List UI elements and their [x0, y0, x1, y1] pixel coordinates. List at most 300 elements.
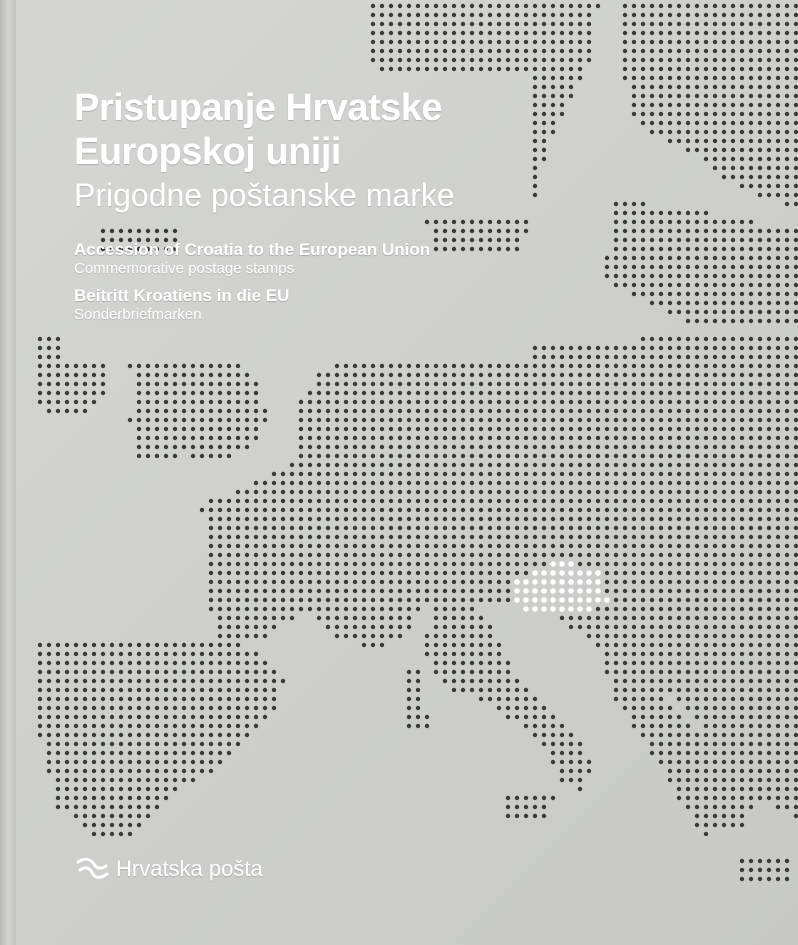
- map-dot: [533, 445, 537, 449]
- map-dot: [524, 40, 528, 44]
- map-dot: [524, 49, 528, 53]
- map-dot: [83, 760, 87, 764]
- map-dot: [173, 454, 177, 458]
- map-dot: [731, 823, 735, 827]
- map-dot: [551, 463, 555, 467]
- map-dot: [326, 616, 330, 620]
- map-dot: [83, 823, 87, 827]
- map-dot: [776, 571, 780, 575]
- map-dot: [209, 742, 213, 746]
- map-dot: [740, 607, 744, 611]
- map-dot: [551, 481, 555, 485]
- map-dot: [524, 382, 528, 386]
- map-dot: [227, 589, 231, 593]
- map-dot: [227, 400, 231, 404]
- map-dot: [56, 670, 60, 674]
- map-dot: [731, 13, 735, 17]
- map-dot: [668, 76, 672, 80]
- map-dot: [677, 652, 681, 656]
- map-dot: [614, 463, 618, 467]
- map-dot: [776, 139, 780, 143]
- map-dot: [713, 103, 717, 107]
- map-dot: [227, 508, 231, 512]
- map-dot: [398, 40, 402, 44]
- map-dot: [650, 751, 654, 755]
- map-dot: [263, 409, 267, 413]
- map-dot: [209, 508, 213, 512]
- map-dot: [749, 157, 753, 161]
- map-dot: [587, 13, 591, 17]
- map-dot: [452, 409, 456, 413]
- map-dot: [353, 427, 357, 431]
- map-dot: [281, 580, 285, 584]
- map-dot: [506, 382, 510, 386]
- map-dot: [740, 373, 744, 377]
- map-dot: [101, 760, 105, 764]
- map-dot: [686, 625, 690, 629]
- map-dot: [794, 301, 798, 305]
- map-dot: [713, 157, 717, 161]
- map-dot: [407, 391, 411, 395]
- map-dot: [416, 400, 420, 404]
- map-dot: [551, 76, 555, 80]
- map-dot: [182, 706, 186, 710]
- map-dot: [524, 571, 528, 575]
- map-dot: [56, 355, 60, 359]
- map-dot: [668, 409, 672, 413]
- map-dot: [614, 643, 618, 647]
- map-dot: [164, 697, 168, 701]
- map-dot: [776, 733, 780, 737]
- map-dot: [686, 670, 690, 674]
- map-dot: [641, 445, 645, 449]
- map-dot: [155, 769, 159, 773]
- map-dot: [695, 616, 699, 620]
- map-dot: [317, 472, 321, 476]
- map-dot: [686, 805, 690, 809]
- map-dot: [425, 499, 429, 503]
- map-dot: [704, 31, 708, 35]
- map-dot: [497, 544, 501, 548]
- map-dot: [398, 22, 402, 26]
- map-dot: [533, 364, 537, 368]
- map-dot: [641, 517, 645, 521]
- map-dot: [758, 643, 762, 647]
- map-dot: [740, 490, 744, 494]
- map-dot: [209, 589, 213, 593]
- map-dot: [452, 499, 456, 503]
- map-dot: [56, 400, 60, 404]
- map-dot: [533, 382, 537, 386]
- map-dot: [713, 526, 717, 530]
- map-dot: [560, 724, 564, 728]
- map-dot: [650, 580, 654, 584]
- map-dot: [758, 373, 762, 377]
- map-dot: [731, 166, 735, 170]
- map-dot: [515, 706, 519, 710]
- map-dot: [407, 679, 411, 683]
- map-dot: [776, 517, 780, 521]
- map-dot: [110, 769, 114, 773]
- map-dot: [398, 571, 402, 575]
- map-dot: [110, 733, 114, 737]
- map-dot: [425, 544, 429, 548]
- map-dot: [695, 148, 699, 152]
- map-dot: [434, 400, 438, 404]
- map-dot: [659, 670, 663, 674]
- map-dot: [650, 490, 654, 494]
- map-dot: [425, 436, 429, 440]
- map-dot: [668, 121, 672, 125]
- map-dot: [758, 724, 762, 728]
- map-dot: [641, 472, 645, 476]
- map-dot: [713, 400, 717, 404]
- map-dot: [650, 625, 654, 629]
- map-dot: [587, 517, 591, 521]
- map-dot: [758, 157, 762, 161]
- map-dot: [218, 418, 222, 422]
- map-dot: [641, 67, 645, 71]
- map-dot: [551, 742, 555, 746]
- map-dot: [407, 562, 411, 566]
- map-dot: [119, 832, 123, 836]
- map-dot: [209, 571, 213, 575]
- map-dot: [398, 535, 402, 539]
- map-dot: [623, 652, 627, 656]
- map-dot: [452, 391, 456, 395]
- map-dot: [713, 463, 717, 467]
- map-dot: [200, 661, 204, 665]
- map-dot: [632, 274, 636, 278]
- map-dot: [110, 670, 114, 674]
- map-dot: [794, 562, 798, 566]
- map-dot: [785, 265, 789, 269]
- map-dot: [290, 490, 294, 494]
- map-dot: [542, 22, 546, 26]
- map-dot: [434, 22, 438, 26]
- map-dot: [470, 607, 474, 611]
- map-dot: [623, 517, 627, 521]
- map-dot: [614, 526, 618, 530]
- map-dot: [605, 355, 609, 359]
- map-dot: [461, 454, 465, 458]
- map-dot: [470, 544, 474, 548]
- map-dot: [308, 598, 312, 602]
- map-dot: [407, 526, 411, 530]
- map-dot: [218, 670, 222, 674]
- map-dot: [704, 238, 708, 242]
- map-dot: [74, 796, 78, 800]
- map-dot: [209, 652, 213, 656]
- map-dot: [281, 562, 285, 566]
- map-dot: [758, 490, 762, 494]
- map-dot: [632, 427, 636, 431]
- map-dot: [758, 787, 762, 791]
- map-dot: [164, 661, 168, 665]
- map-dot: [623, 526, 627, 530]
- map-dot: [254, 724, 258, 728]
- map-dot: [416, 445, 420, 449]
- map-dot: [722, 139, 726, 143]
- map-dot: [218, 571, 222, 575]
- map-dot: [362, 643, 366, 647]
- map-dot: [659, 391, 663, 395]
- map-dot: [776, 607, 780, 611]
- map-dot: [290, 499, 294, 503]
- map-dot: [137, 805, 141, 809]
- map-dot: [695, 445, 699, 449]
- map-dot: [110, 715, 114, 719]
- map-dot: [146, 364, 150, 368]
- map-dot: [254, 436, 258, 440]
- map-dot: [524, 364, 528, 368]
- map-dot: [389, 544, 393, 548]
- map-dot: [659, 715, 663, 719]
- map-dot: [686, 490, 690, 494]
- map-dot: [695, 499, 699, 503]
- map-dot: [425, 634, 429, 638]
- map-dot: [704, 274, 708, 278]
- map-dot: [299, 571, 303, 575]
- map-dot: [47, 661, 51, 665]
- map-dot: [749, 373, 753, 377]
- map-dot: [668, 562, 672, 566]
- map-dot: [749, 382, 753, 386]
- map-dot: [155, 418, 159, 422]
- map-dot: [740, 166, 744, 170]
- map-dot: [794, 445, 798, 449]
- map-dot: [776, 94, 780, 98]
- map-dot: [551, 49, 555, 53]
- map-dot: [452, 490, 456, 494]
- map-dot: [524, 67, 528, 71]
- map-dot: [479, 598, 483, 602]
- map-dot: [668, 607, 672, 611]
- map-dot: [722, 274, 726, 278]
- map-dot: [641, 652, 645, 656]
- map-dot: [515, 391, 519, 395]
- map-dot: [236, 652, 240, 656]
- map-dot: [587, 499, 591, 503]
- map-dot: [200, 706, 204, 710]
- map-dot: [560, 751, 564, 755]
- map-dot: [641, 670, 645, 674]
- map-dot: [461, 544, 465, 548]
- map-dot: [659, 265, 663, 269]
- map-dot: [515, 49, 519, 53]
- map-dot: [308, 607, 312, 611]
- map-dot: [470, 382, 474, 386]
- map-dot: [731, 58, 735, 62]
- map-dot: [353, 526, 357, 530]
- map-dot: [686, 445, 690, 449]
- map-dot: [83, 733, 87, 737]
- map-dot: [758, 607, 762, 611]
- map-dot: [47, 391, 51, 395]
- map-dot: [731, 517, 735, 521]
- map-dot: [335, 445, 339, 449]
- map-dot: [353, 472, 357, 476]
- map-dot: [128, 796, 132, 800]
- map-dot: [317, 580, 321, 584]
- map-dot: [632, 571, 636, 575]
- map-dot: [344, 472, 348, 476]
- map-dot: [344, 580, 348, 584]
- map-dot: [434, 589, 438, 593]
- map-dot: [659, 553, 663, 557]
- map-dot: [704, 220, 708, 224]
- map-dot: [407, 688, 411, 692]
- map-dot: [254, 553, 258, 557]
- map-dot: [785, 598, 789, 602]
- map-dot: [353, 481, 357, 485]
- map-dot: [776, 418, 780, 422]
- map-dot: [137, 688, 141, 692]
- map-dot: [578, 787, 582, 791]
- map-dot: [704, 598, 708, 602]
- map-dot: [110, 652, 114, 656]
- map-dot: [569, 364, 573, 368]
- map-dot: [191, 445, 195, 449]
- map-dot: [191, 724, 195, 728]
- map-dot: [569, 535, 573, 539]
- map-dot: [668, 517, 672, 521]
- map-dot: [731, 814, 735, 818]
- map-dot: [677, 229, 681, 233]
- map-dot: [398, 58, 402, 62]
- map-dot: [713, 607, 717, 611]
- map-dot: [713, 580, 717, 584]
- map-dot: [551, 733, 555, 737]
- map-dot: [209, 688, 213, 692]
- map-dot: [740, 463, 744, 467]
- map-dot: [227, 571, 231, 575]
- map-dot: [506, 715, 510, 719]
- map-dot: [434, 508, 438, 512]
- map-dot: [425, 400, 429, 404]
- map-dot: [191, 373, 195, 377]
- map-dot: [335, 382, 339, 386]
- map-dot: [272, 670, 276, 674]
- map-dot: [722, 13, 726, 17]
- map-dot: [128, 706, 132, 710]
- map-dot: [371, 499, 375, 503]
- map-dot: [695, 823, 699, 827]
- map-dot: [200, 742, 204, 746]
- map-dot: [479, 391, 483, 395]
- map-dot: [614, 274, 618, 278]
- map-dot: [146, 643, 150, 647]
- map-dot: [146, 409, 150, 413]
- map-dot: [677, 454, 681, 458]
- map-dot: [794, 760, 798, 764]
- map-dot: [794, 283, 798, 287]
- map-dot: [713, 310, 717, 314]
- map-dot: [614, 571, 618, 575]
- map-dot: [515, 796, 519, 800]
- map-dot: [686, 220, 690, 224]
- map-dot: [425, 715, 429, 719]
- map-dot: [272, 706, 276, 710]
- map-dot: [560, 76, 564, 80]
- map-dot: [740, 616, 744, 620]
- map-dot: [515, 427, 519, 431]
- map-dot: [65, 679, 69, 683]
- map-dot: [92, 652, 96, 656]
- map-dot: [623, 229, 627, 233]
- map-dot: [362, 490, 366, 494]
- map-dot: [164, 787, 168, 791]
- map-dot: [533, 418, 537, 422]
- map-dot: [722, 283, 726, 287]
- map-dot: [533, 715, 537, 719]
- map-dot: [155, 391, 159, 395]
- map-dot: [659, 445, 663, 449]
- map-dot: [227, 418, 231, 422]
- map-dot: [551, 31, 555, 35]
- map-dot: [47, 364, 51, 368]
- map-dot: [794, 724, 798, 728]
- map-dot: [668, 643, 672, 647]
- map-dot: [704, 58, 708, 62]
- map-dot: [623, 697, 627, 701]
- map-dot: [758, 49, 762, 53]
- map-dot: [749, 697, 753, 701]
- map-dot: [488, 454, 492, 458]
- map-dot: [641, 553, 645, 557]
- map-dot: [776, 742, 780, 746]
- map-dot: [749, 490, 753, 494]
- map-dot: [614, 364, 618, 368]
- map-dot: [713, 40, 717, 44]
- map-dot: [155, 715, 159, 719]
- map-dot: [137, 670, 141, 674]
- map-dot: [425, 382, 429, 386]
- map-dot: [353, 463, 357, 467]
- map-dot: [272, 697, 276, 701]
- map-dot: [713, 751, 717, 755]
- map-dot: [677, 697, 681, 701]
- map-dot: [776, 490, 780, 494]
- map-dot: [578, 562, 582, 566]
- map-dot: [407, 715, 411, 719]
- map-dot: [335, 571, 339, 575]
- map-dot: [758, 544, 762, 548]
- map-dot: [677, 526, 681, 530]
- map-dot: [785, 166, 789, 170]
- map-dot: [452, 661, 456, 665]
- map-dot: [533, 4, 537, 8]
- map-dot: [677, 490, 681, 494]
- map-dot: [101, 373, 105, 377]
- map-dot: [515, 409, 519, 413]
- title-english: Accession of Croatia to the European Union: [74, 240, 431, 259]
- map-dot: [569, 94, 573, 98]
- map-dot: [785, 40, 789, 44]
- map-dot: [389, 4, 393, 8]
- croatia-dot: [559, 579, 565, 585]
- map-dot: [290, 607, 294, 611]
- map-dot: [38, 706, 42, 710]
- map-dot: [686, 76, 690, 80]
- map-dot: [794, 94, 798, 98]
- map-dot: [713, 220, 717, 224]
- map-dot: [371, 607, 375, 611]
- map-dot: [542, 526, 546, 530]
- map-dot: [416, 31, 420, 35]
- map-dot: [713, 454, 717, 458]
- map-dot: [317, 607, 321, 611]
